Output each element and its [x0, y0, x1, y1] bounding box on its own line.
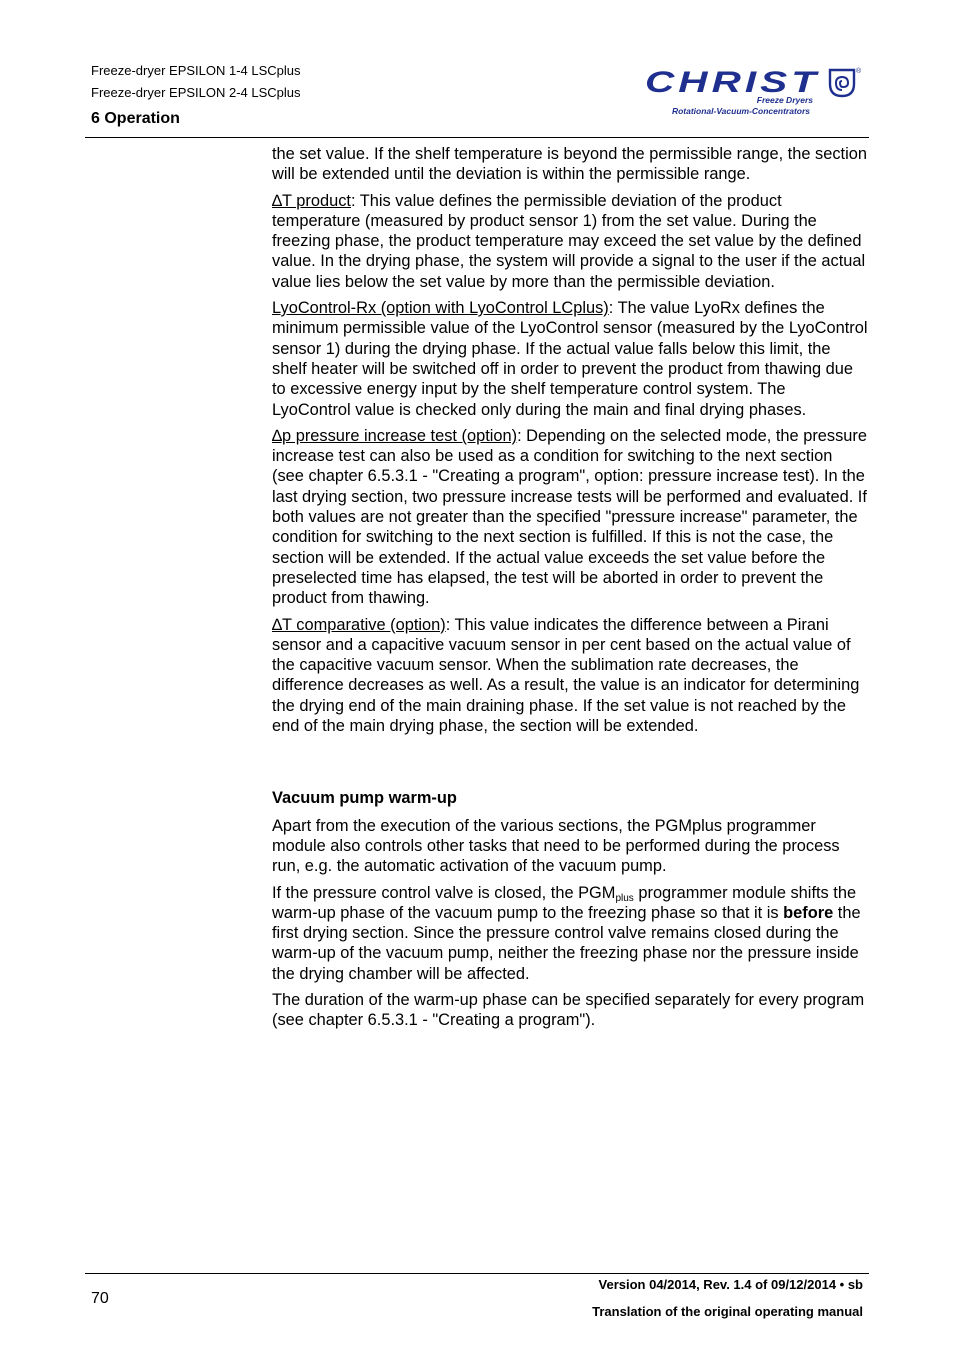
term-dt-comparative: ∆T comparative (option) [272, 615, 446, 634]
paragraph-dt-comparative: ∆T comparative (option): This value indicates the difference between a Pirani sensor and a capacitive vacuum sensor in per cent based on the actual value of the capacitive vacuum sensor. When the sublimation rate decreases, the difference decreases as well. As a result, the value is an indicator for determining the drying end of the main draining phase. If the set value is not reached by the end of the main drying phase, the section will be extended. [272, 615, 860, 736]
term-lyocontrol-rx: LyoControl-Rx (option with LyoControl LCplus) [272, 299, 609, 318]
logo-brand-text: CHRIST [645, 66, 820, 99]
header-product-line-2: Freeze-dryer EPSILON 2-4 LSCplus [91, 85, 301, 100]
logo-tagline-2: Rotational-Vacuum-Concentrators [671, 106, 810, 116]
page-number: 70 [91, 1290, 109, 1307]
term-dt-product: ∆T product [272, 191, 351, 210]
spiral-logo-icon [830, 70, 854, 96]
paragraph-dt-product: ∆T product: This value defines the permissible deviation of the product temperature (measured by product sensor 1) from the set value. During the freezing phase, the product temperature may exceed the set value by the defined value. In the drying phase, the system will provide a signal to the user if the actual value lies below the set value by more than the permissible deviation. [272, 191, 866, 291]
logo-tagline-1: Freeze Dryers [756, 95, 813, 105]
paragraph-warmup-intro: Apart from the execution of the various sections, the PGMplus programmer module also controls other tasks that need to be performed during the process run, e.g. the automatic activation of the vacuum pump. [272, 816, 840, 876]
paragraph-warmup-valve: If the pressure control valve is closed, the $PGM_{plus}$ programmer module shifts the warm-up phase of the vacuum pump to the freezing phase so that it is before the first drying section. Since the pressure control valve remains closed during the warm-up of the vacuum pump, neither the freezing phase nor the pressure inside the drying chamber will be affected. [272, 883, 861, 983]
registered-mark: ® [856, 68, 862, 75]
section-heading: Vacuum pump warm-up [272, 789, 457, 808]
paragraph-warmup-duration: The duration of the warm-up phase can be specified separately for every program (see chapter 6.5.3.1 - "Creating a program"). [272, 990, 865, 1030]
footer-rule [85, 1273, 869, 1274]
paragraph-lyocontrol: LyoControl-Rx (option with LyoControl LCplus): The value LyoRx defines the minimum permissible value of the LyoControl sensor (measured by the LyoControl sensor 1) during the drying phase. If the actual value falls below this limit, the shelf heater will be switched off in order to prevent the product from thawing due to excessive energy input by the shelf temperature control system. The LyoControl value is checked only during the main and final drying phases. [272, 299, 868, 419]
footer-translation-note: Translation of the original operating manual [592, 1304, 863, 1319]
body-content [272, 144, 868, 1037]
term-pressure-increase-test: ∆p pressure increase test (option) [272, 426, 518, 445]
header-product-line-1: Freeze-dryer EPSILON 1-4 LSCplus [91, 63, 301, 78]
paragraph-shelf-temperature: the set value. If the shelf temperature is beyond the permissible range, the section will be extended until the deviation is within the permissible range. [272, 145, 867, 184]
paragraph-pressure-increase-test: ∆p pressure increase test (option): Depending on the selected mode, the pressure increase test can also be used as a condition for switching to the next section (see chapter 6.5.3.1 - "Creating a program", option: pressure increase test). In the last drying section, two pressure increase tests will be performed and evaluated. If both values are not greater than the specified "pressure increase" parameter, the condition for switching to the next section is fulfilled. If this is not the case, the section will be extended. If the actual value exceeds the set value before the preselected time has elapsed, the test will be aborted in order to prevent the product from thawing. [272, 426, 867, 608]
footer-version: Version 04/2014, Rev. 1.4 of 09/12/2014 • sb [598, 1277, 863, 1292]
christ-logo [643, 62, 868, 118]
chapter-title: 6 Operation [91, 110, 180, 127]
header-rule [85, 137, 869, 138]
